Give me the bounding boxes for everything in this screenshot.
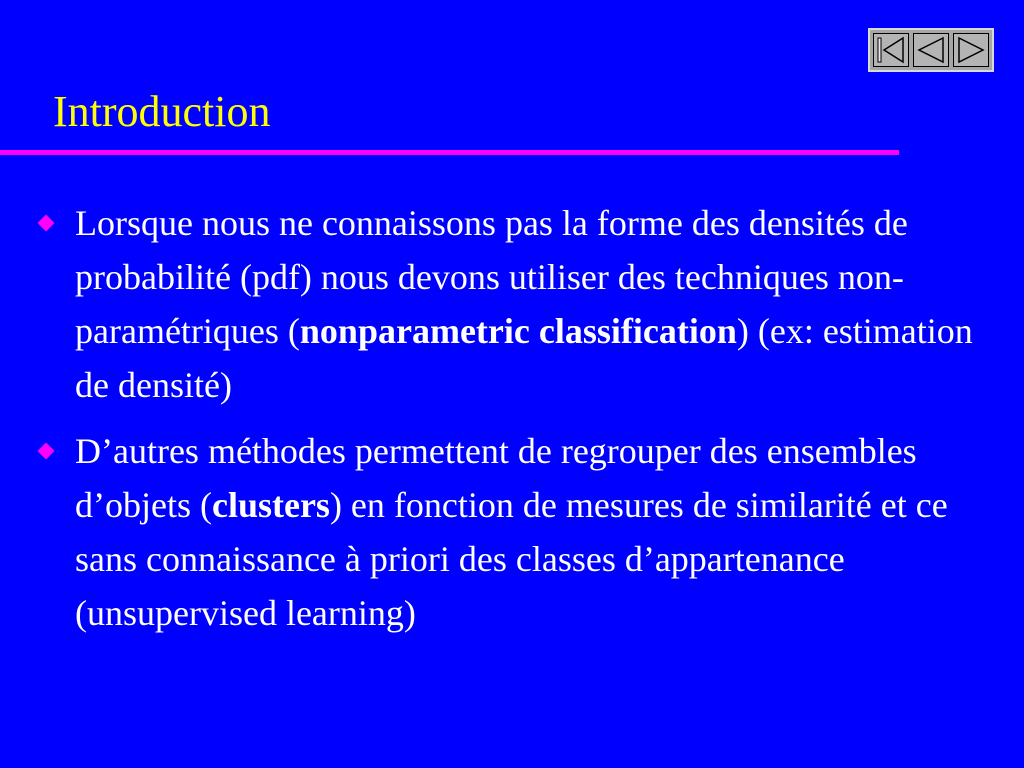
diamond-bullet-icon bbox=[38, 443, 55, 460]
first-slide-icon bbox=[876, 36, 906, 64]
next-slide-button[interactable] bbox=[953, 33, 989, 67]
bullet-text-part: D’autres méthodes permettent de regrouper des ensembles d’objets ( bbox=[75, 431, 917, 525]
previous-slide-button[interactable] bbox=[913, 33, 949, 67]
title-divider bbox=[0, 150, 899, 155]
bullet-item bbox=[36, 196, 986, 412]
slide-title: Introduction bbox=[53, 87, 271, 136]
next-slide-icon bbox=[956, 36, 986, 64]
slide-navigation bbox=[868, 28, 994, 72]
bullet-text bbox=[75, 424, 986, 640]
bullet-item bbox=[36, 424, 986, 640]
bullet-text-part: ) (ex: estimation de densité) bbox=[75, 311, 973, 405]
bullet-text-part: Lorsque nous ne connaissons pas la forme des densités de probabilité (pdf) nous devons utiliser des techniques non-paramétriques ( bbox=[75, 203, 908, 351]
first-slide-button[interactable] bbox=[873, 33, 909, 67]
slide-content bbox=[36, 196, 986, 652]
diamond-bullet-icon bbox=[38, 215, 55, 232]
previous-slide-icon bbox=[916, 36, 946, 64]
bullet-text bbox=[75, 196, 986, 412]
bullet-bold-term: nonparametric classification bbox=[299, 311, 737, 351]
bullet-text-part: ) en fonction de mesures de similarité et ce sans connaissance à priori des classes d’appartenance (unsupervised learning) bbox=[75, 485, 948, 633]
bullet-bold-term: clusters bbox=[211, 485, 330, 525]
